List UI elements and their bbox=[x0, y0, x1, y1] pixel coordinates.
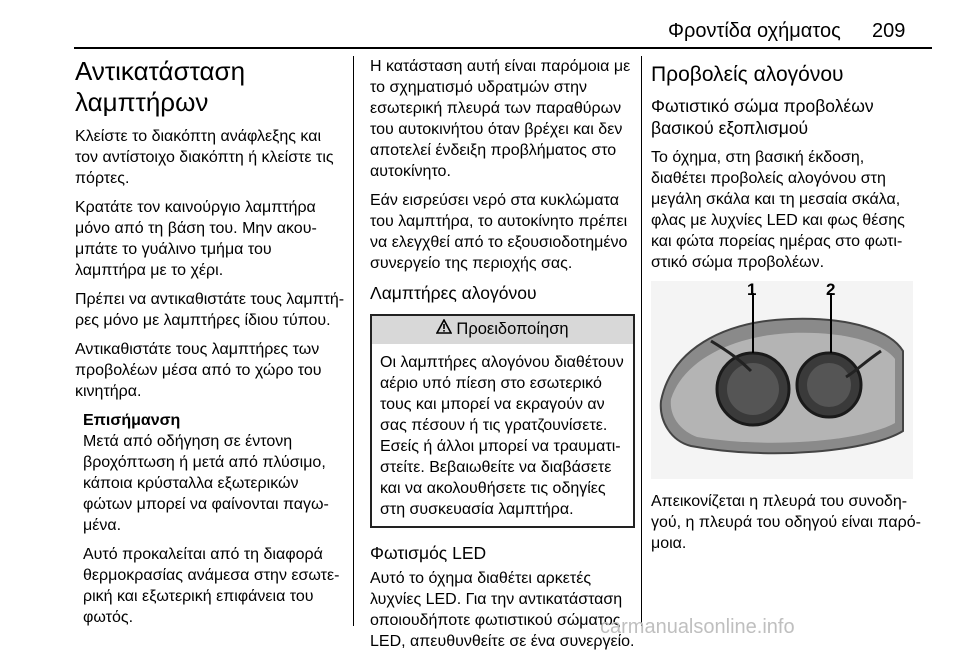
page-number: 209 bbox=[872, 20, 906, 42]
paragraph: Πρέπει να αντικαθιστάτε τους λαμπτή- ρες μόνο με λαμπτήρες ίδιου τύπου. bbox=[75, 291, 345, 329]
column-1 bbox=[75, 56, 345, 636]
header-rule bbox=[74, 47, 932, 49]
paragraph: Το όχημα, στη βασική έκδοση, διαθέτει προβολείς αλογόνου στη μεγάλη σκάλα και τη μεσαία σκάλα, φλας με λυχνίες LED και φως θέσης και φώτα πορείας ημέρας στο φωτι- στικό σώμα προβολέων. bbox=[651, 149, 905, 271]
watermark: carmanualsonline.info bbox=[600, 616, 795, 638]
paragraph: Κλείστε το διακόπτη ανάφλεξης και τον αντίστοιχο διακόπτη ή κλείστε τις πόρτες. bbox=[75, 128, 334, 187]
column-divider bbox=[353, 56, 354, 626]
column-divider bbox=[641, 56, 642, 626]
warning-title: Προειδοποίηση bbox=[456, 320, 569, 338]
paragraph: Εάν εισρεύσει νερό στα κυκλώματα του λαμπτήρα, το αυτοκίνητο πρέπει να ελεγχθεί από το εξουσιοδοτημένο συνεργείο της περιοχής σας. bbox=[370, 192, 628, 272]
paragraph: Αυτό το όχημα διαθέτει αρκετές λυχνίες LED. Για την αντικατάσταση οποιουδήποτε φωτιστικού σώματος LED, απευθυνθείτε σε ένα συνεργείο. bbox=[370, 570, 635, 650]
subheading-halogen-bulbs: Λαμπτήρες αλογόνου bbox=[370, 283, 537, 303]
paragraph: Αντικαθιστάτε τους λαμπτήρες των προβολέων μέσα από το χώρο του κινητήρα. bbox=[75, 341, 322, 400]
warning-box bbox=[370, 314, 635, 528]
warning-triangle-icon bbox=[436, 319, 452, 334]
figure-caption: Απεικονίζεται η πλευρά του συνοδη- γού, η πλευρά του οδηγού είναι παρό- μοια. bbox=[651, 493, 921, 552]
warning-text: Οι λαμπτήρες αλογόνου διαθέτουν αέριο υπό πίεση στο εσωτερικό τους και μπορεί να εκραγούν αν σας πέσουν ή τις γρατζουνίσετε. Εσείς ή άλλοι μπορεί να τραυματι- στείτε. Βεβαιωθείτε να διαβάσετε και να ακολουθήσετε τις οδηγίες στη συσκευασία λαμπτήρα. bbox=[380, 354, 624, 518]
column-3 bbox=[651, 56, 936, 562]
figure-label-2: 2 bbox=[826, 281, 836, 299]
column-2 bbox=[370, 56, 635, 660]
section-heading-halogen-headlights: Προβολείς αλογόνου bbox=[651, 63, 844, 86]
paragraph: Κρατάτε τον καινούργιο λαμπτήρα μόνο από τη βάση του. Μην ακου- μπάτε το γυάλινο τμήμα του λαμπτήρα με το χέρι. bbox=[75, 199, 317, 279]
subheading-led-lighting: Φωτισμός LED bbox=[370, 543, 487, 563]
paragraph: Η κατάσταση αυτή είναι παρόμοια με το σχηματισμό υδρατμών στην εσωτερική πλευρά των παραθύρων του αυτοκινήτου όταν βρέχει και δεν αποτελεί ένδειξη προβλήματος στο αυτοκίνητο. bbox=[370, 58, 631, 180]
figure-label-1: 1 bbox=[747, 281, 757, 299]
note-paragraph: Μετά από οδήγηση σε έντονη βροχόπτωση ή μετά από πλύσιμο, κάποια κρύσταλλα εξωτερικών φώτων μπορεί να φαίνονται παγω- μένα. bbox=[83, 433, 329, 534]
subheading-headlamp-unit: Φωτιστικό σώμα προβολέων βασικού εξοπλισμού bbox=[651, 96, 874, 138]
note-block bbox=[83, 410, 345, 628]
section-heading-bulb-replacement: Αντικατάσταση λαμπτήρων bbox=[75, 56, 246, 117]
headlamp-photo bbox=[651, 281, 913, 479]
running-header-title: Φροντίδα οχήματος bbox=[668, 20, 841, 42]
note-paragraph: Αυτό προκαλείται από τη διαφορά θερμοκρασίας ανάμεσα στην εσωτε- ρική και εξωτερική επιφάνεια του φωτός. bbox=[83, 546, 340, 626]
warning-header bbox=[372, 316, 633, 344]
note-title: Επισήμανση bbox=[83, 412, 181, 429]
